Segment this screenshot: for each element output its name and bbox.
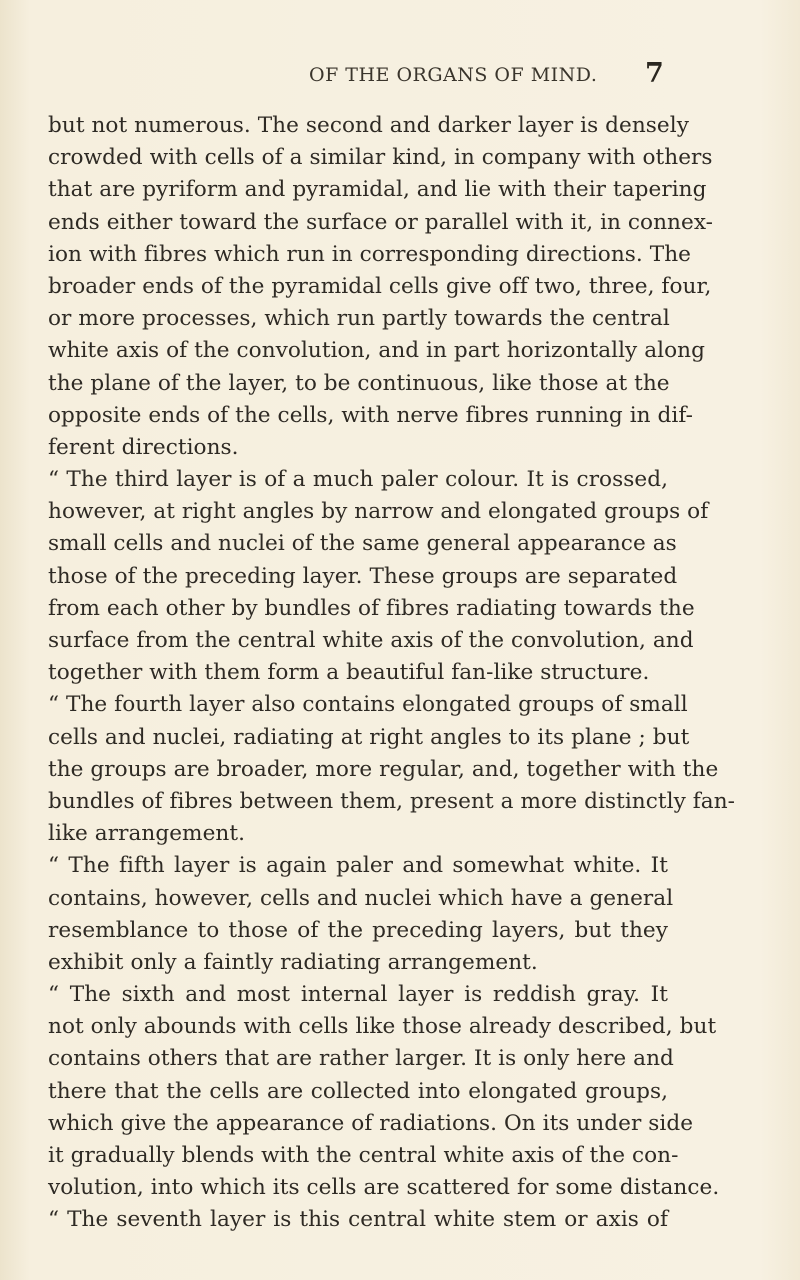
text-line: there that the cells are collected into elongated groups, [48,1078,668,1104]
text-line: white axis of the convolution, and in part horizontally along [48,338,705,364]
paragraph-start-line: “ The sixth and most internal layer is reddish gray. It [48,982,668,1008]
text-line: contains, however, cells and nuclei which have a general [48,885,674,911]
text-line: however, at right angles by narrow and elongated groups of [48,499,709,525]
running-head [0,58,800,90]
text-line: the groups are broader, more regular, and, together with the [48,756,719,782]
text-line: those of the preceding layer. These groups are separated [48,563,678,589]
text-line: crowded with cells of a similar kind, in company with others [48,145,713,171]
text-line: which give the appearance of radiations. On its under side [48,1110,694,1136]
text-line: like arrangement. [48,821,245,847]
paragraph-start-line: “ The fifth layer is again paler and somewhat white. It [48,853,668,879]
paragraph-start-line: “ The fourth layer also contains elongated groups of small [48,692,688,718]
text-line: bundles of fibres between them, present a more distinctly fan- [48,788,736,814]
text-line: together with them form a beautiful fan-like structure. [48,660,650,686]
text-line: or more processes, which run partly towards the central [48,306,670,332]
text-line: small cells and nuclei of the same general appearance as [48,531,677,557]
text-line: resemblance to those of the preceding layers, but they [48,917,668,943]
page-number: 7 [645,58,664,89]
text-line: ends either toward the surface or parallel with it, in connex- [48,209,714,235]
text-line: broader ends of the pyramidal cells give off two, three, four, [48,273,712,299]
text-line: opposite ends of the cells, with nerve fibres running in dif- [48,402,693,428]
paragraph-start-line: “ The third layer is of a much paler colour. It is crossed, [48,467,668,493]
body-text [48,110,736,1237]
text-line: it gradually blends with the central white axis of the con- [48,1143,679,1168]
text-line: but not numerous. The second and darker layer is densely [48,113,689,138]
text-line: cells and nuclei, radiating at right angles to its plane ; but [48,724,690,750]
text-line: the plane of the layer, to be continuous, like those at the [48,370,670,396]
text-line: not only abounds with cells like those already described, but [48,1014,717,1040]
text-line: contains others that are rather larger. It is only here and [48,1046,674,1072]
text-line: that are pyriform and pyramidal, and lie with their tapering [48,177,707,203]
text-line: ferent directions. [48,434,239,460]
text-line: from each other by bundles of fibres radiating towards the [48,595,695,621]
running-head-title: OF THE ORGANS OF MIND. [309,64,598,86]
text-line: volution, into which its cells are scattered for some distance. [48,1175,720,1201]
text-line: surface from the central white axis of the convolution, and [48,628,694,653]
text-line: exhibit only a faintly radiating arrangement. [48,949,538,975]
text-line: ion with fibres which run in corresponding directions. The [48,241,691,267]
paragraph-start-line: “ The seventh layer is this central white stem or axis of [48,1207,668,1233]
